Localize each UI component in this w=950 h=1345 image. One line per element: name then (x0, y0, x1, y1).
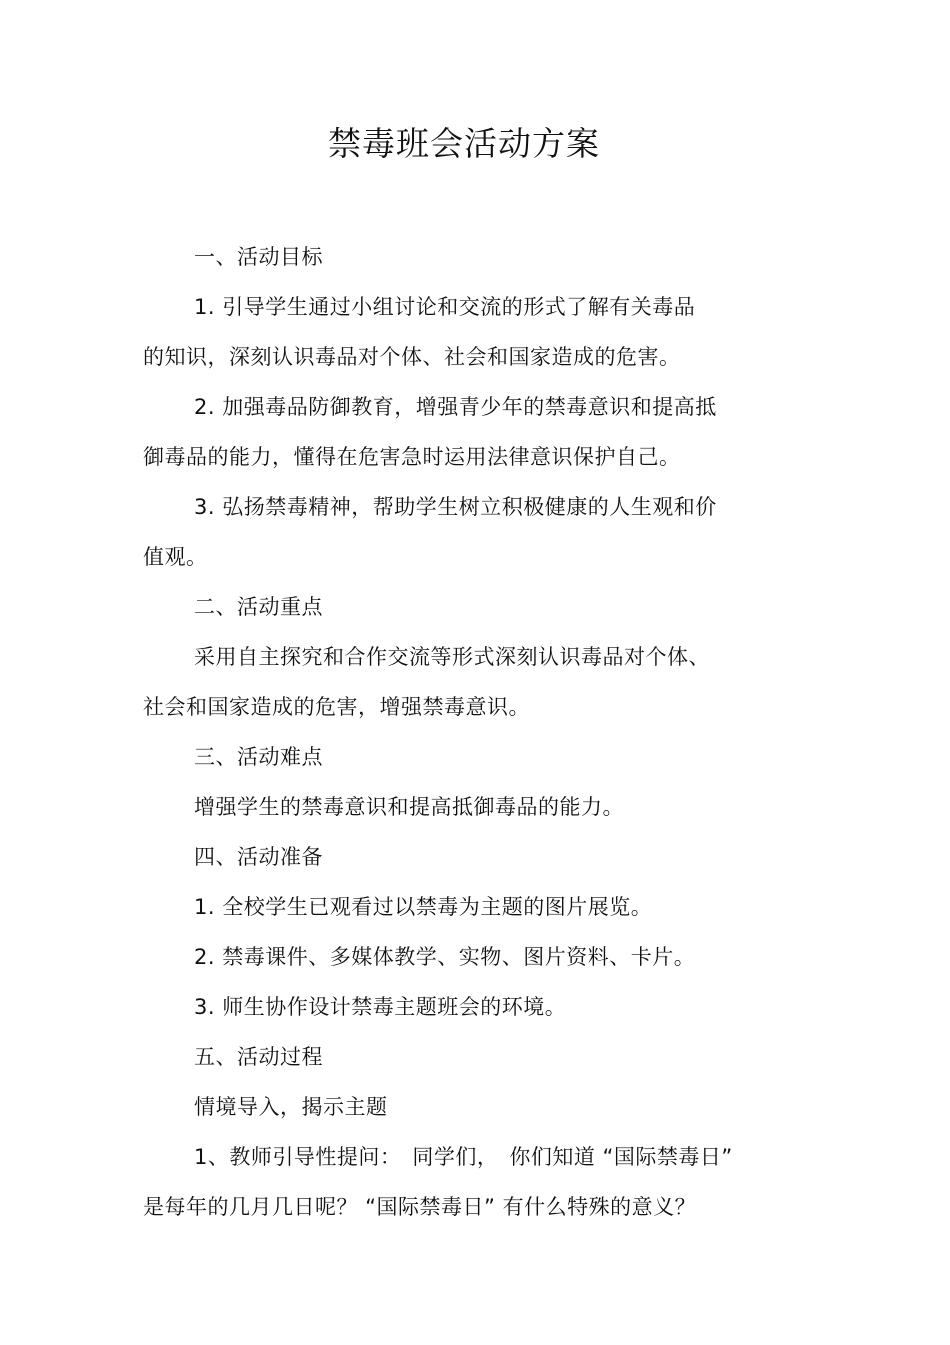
paragraph-line: 1、教师引导性提问： 同学们， 你们知道 “国际禁毒日” (194, 1145, 733, 1169)
paragraph-line: 2. 禁毒课件、多媒体教学、实物、图片资料、卡片。 (194, 945, 696, 969)
section-heading-process: 五、活动过程 (194, 1045, 323, 1069)
paragraph-line: 2. 加强毒品防御教育，增强青少年的禁毒意识和提高抵 (194, 395, 717, 419)
section-heading-goals: 一、活动目标 (194, 245, 323, 269)
paragraph-line: 的知识，深刻认识毒品对个体、社会和国家造成的危害。 (143, 345, 681, 369)
section-heading-preparation: 四、活动准备 (194, 845, 323, 869)
paragraph-line: 御毒品的能力，懂得在危害急时运用法律意识保护自己。 (143, 445, 681, 469)
paragraph-line: 情境导入，揭示主题 (194, 1095, 388, 1119)
paragraph-line: 值观。 (143, 545, 208, 569)
document-title: 禁毒班会活动方案 (328, 124, 600, 163)
paragraph-line: 1. 全校学生已观看过以禁毒为主题的图片展览。 (194, 895, 653, 919)
paragraph-line: 3. 师生协作设计禁毒主题班会的环境。 (194, 995, 567, 1019)
section-heading-focus: 二、活动重点 (194, 595, 323, 619)
paragraph-line: 是每年的几月几日呢？ “国际禁毒日” 有什么特殊的意义？ (143, 1195, 697, 1219)
paragraph-line: 增强学生的禁毒意识和提高抵御毒品的能力。 (194, 795, 624, 819)
paragraph-line: 1. 引导学生通过小组讨论和交流的形式了解有关毒品 (194, 295, 696, 319)
paragraph-line: 采用自主探究和合作交流等形式深刻认识毒品对个体、 (194, 645, 710, 669)
section-heading-difficulty: 三、活动难点 (194, 745, 323, 769)
paragraph-line: 3. 弘扬禁毒精神，帮助学生树立积极健康的人生观和价 (194, 495, 717, 519)
paragraph-line: 社会和国家造成的危害，增强禁毒意识。 (143, 695, 530, 719)
